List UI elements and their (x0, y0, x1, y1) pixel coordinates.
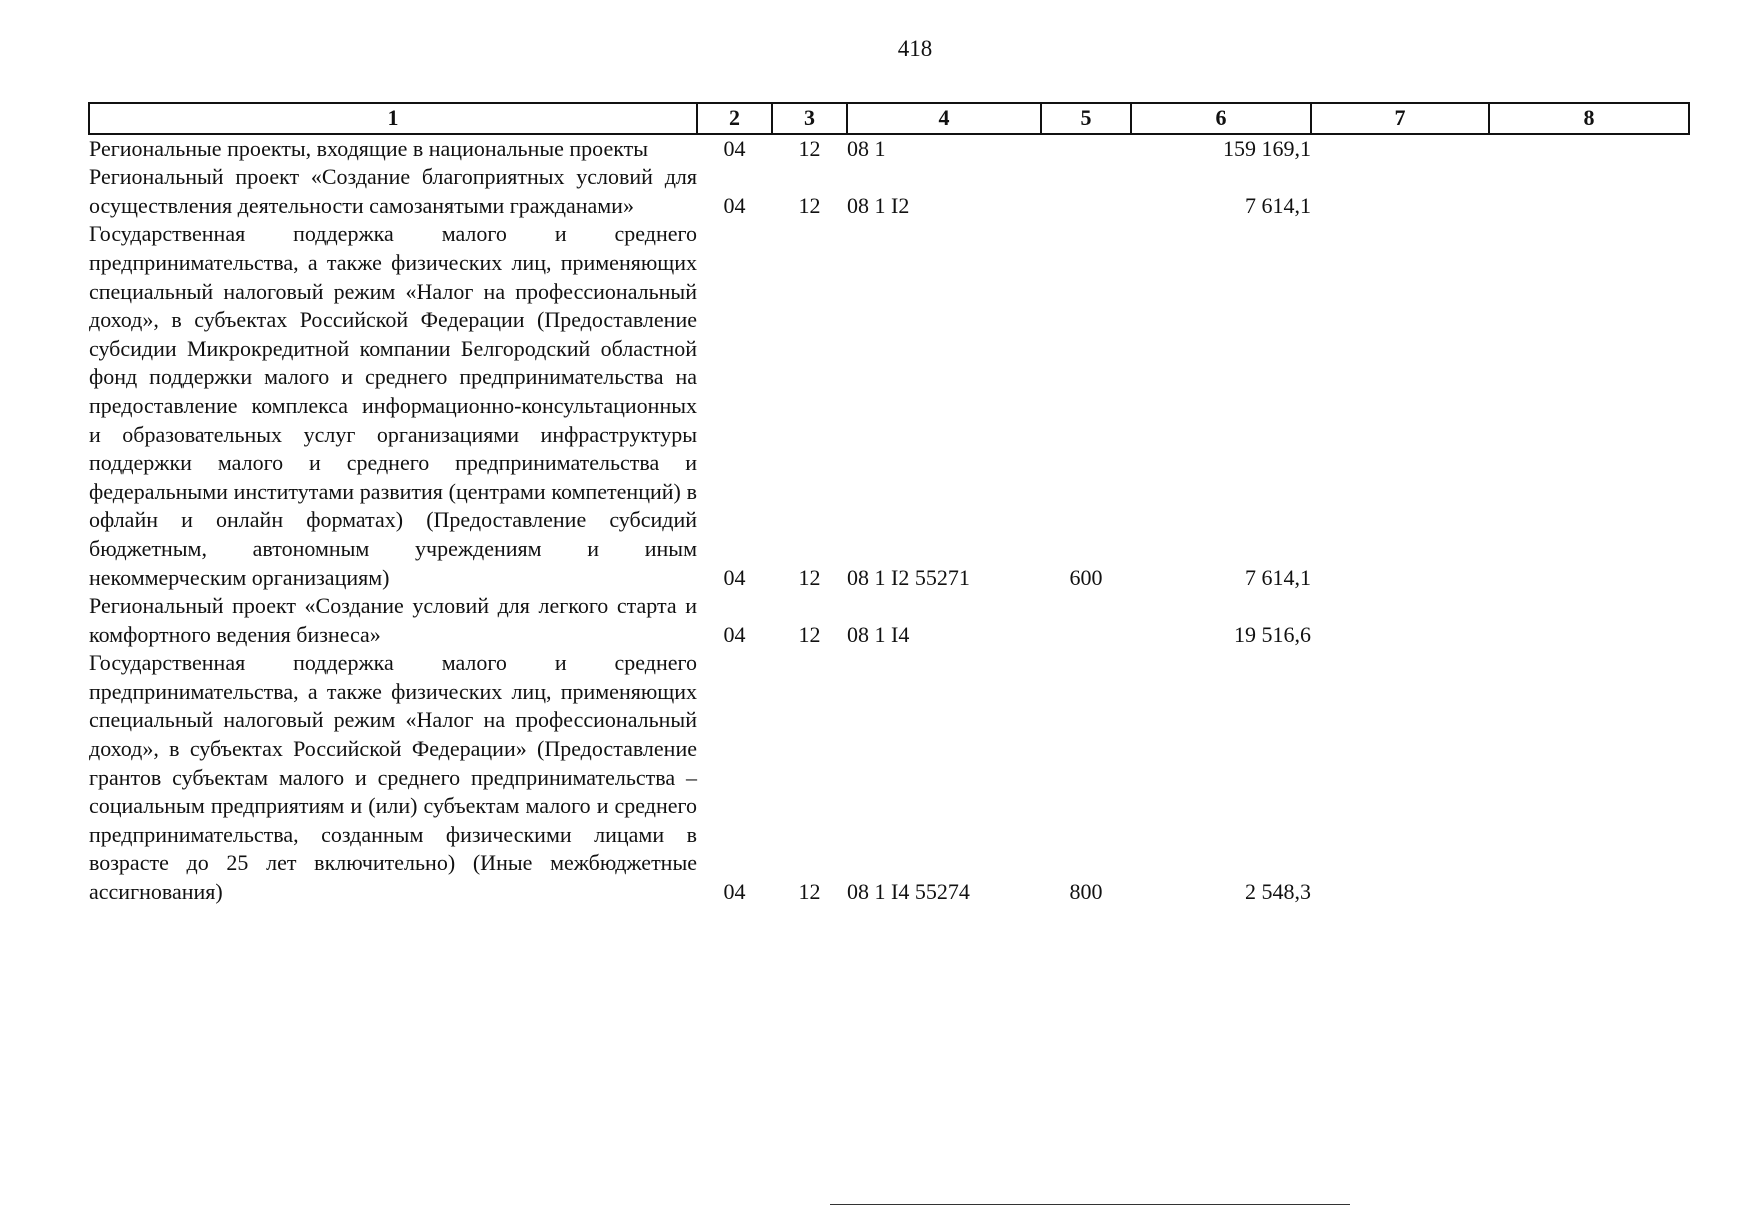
header-col-4: 4 (847, 103, 1041, 134)
row-section: 04 (723, 135, 746, 161)
row-subsection: 12 (798, 192, 821, 218)
page-number: 418 (897, 36, 933, 61)
header-col-1: 1 (89, 103, 697, 134)
row-target-code: 08 1 (847, 135, 886, 161)
row-col-7 (1311, 134, 1489, 164)
row-name: Региональные проекты, входящие в национальные проекты (89, 135, 649, 161)
row-expense-type (1041, 592, 1131, 649)
row-expense-type: 600 (1069, 564, 1103, 590)
row-col-7 (1311, 220, 1489, 592)
row-section: 04 (723, 621, 746, 647)
row-amount: 2 548,3 (1245, 879, 1311, 905)
row-col-8 (1489, 220, 1689, 592)
row-subsection: 12 (798, 879, 821, 905)
row-col-8 (1489, 649, 1689, 906)
header-col-3: 3 (772, 103, 847, 134)
row-expense-type (1041, 134, 1131, 164)
row-target-code: 08 1 I2 (847, 192, 910, 218)
row-amount: 7 614,1 (1245, 564, 1311, 590)
header-col-7: 7 (1311, 103, 1489, 134)
row-expense-type: 800 (1069, 879, 1103, 905)
row-amount: 159 169,1 (1223, 135, 1311, 161)
row-col-7 (1311, 163, 1489, 220)
row-col-8 (1489, 592, 1689, 649)
row-col-7 (1311, 592, 1489, 649)
row-expense-type (1041, 163, 1131, 220)
row-name: Региональный проект «Создание благоприятных условий для осуществления деятельности самозанятыми гражданами» (89, 164, 697, 218)
row-amount: 19 516,6 (1234, 621, 1311, 647)
header-col-8: 8 (1489, 103, 1689, 134)
row-amount: 7 614,1 (1245, 192, 1311, 218)
row-section: 04 (723, 879, 746, 905)
row-col-7 (1311, 649, 1489, 906)
table-row (89, 649, 1689, 906)
row-col-8 (1489, 134, 1689, 164)
header-row (89, 103, 1689, 134)
table-row (89, 220, 1689, 592)
row-target-code: 08 1 I4 55274 (847, 879, 970, 905)
header-col-2: 2 (697, 103, 772, 134)
row-subsection: 12 (798, 135, 821, 161)
table-row (89, 163, 1689, 220)
row-target-code: 08 1 I4 (847, 621, 910, 647)
header-col-6: 6 (1131, 103, 1311, 134)
row-section: 04 (723, 192, 746, 218)
table-row (89, 134, 1689, 164)
row-col-8 (1489, 163, 1689, 220)
row-name: Государственная поддержка малого и среднего предпринимательства, а также физических лиц, применяющих специальный налоговый режим «Налог на профессиональный доход», в субъектах Российской Федерации» (Предоставление грантов субъектам малого и среднего предпринимательства – социальным предприятиям и (или) субъектам малого и среднего предпринимательства, созданным физическими лицами в возрасте до 25 лет включительно) (Иные межбюджетные ассигнования) (89, 650, 697, 905)
header-col-5: 5 (1041, 103, 1131, 134)
row-target-code: 08 1 I2 55271 (847, 564, 970, 590)
table-row (89, 592, 1689, 649)
row-name: Государственная поддержка малого и среднего предпринимательства, а также физических лиц, применяющих специальный налоговый режим «Налог на профессиональный доход», в субъектах Российской Федерации (Предоставление субсидии Микрокредитной компании Белгородский областной фонд поддержки малого и среднего предпринимательства на предоставление комплекса информационно-консультационных и образовательных услуг организациями инфраструктуры поддержки малого и среднего предпринимательства и федеральными институтами развития (центрами компетенций) в офлайн и онлайн форматах) (Предоставление субсидий бюджетным, автономным учреждениям и иным некоммерческим организациям) (89, 221, 697, 590)
row-subsection: 12 (798, 621, 821, 647)
row-subsection: 12 (798, 564, 821, 590)
row-section: 04 (723, 564, 746, 590)
budget-table (88, 102, 1690, 907)
row-name: Региональный проект «Создание условий для легкого старта и комфортного ведения бизнеса» (89, 593, 697, 647)
